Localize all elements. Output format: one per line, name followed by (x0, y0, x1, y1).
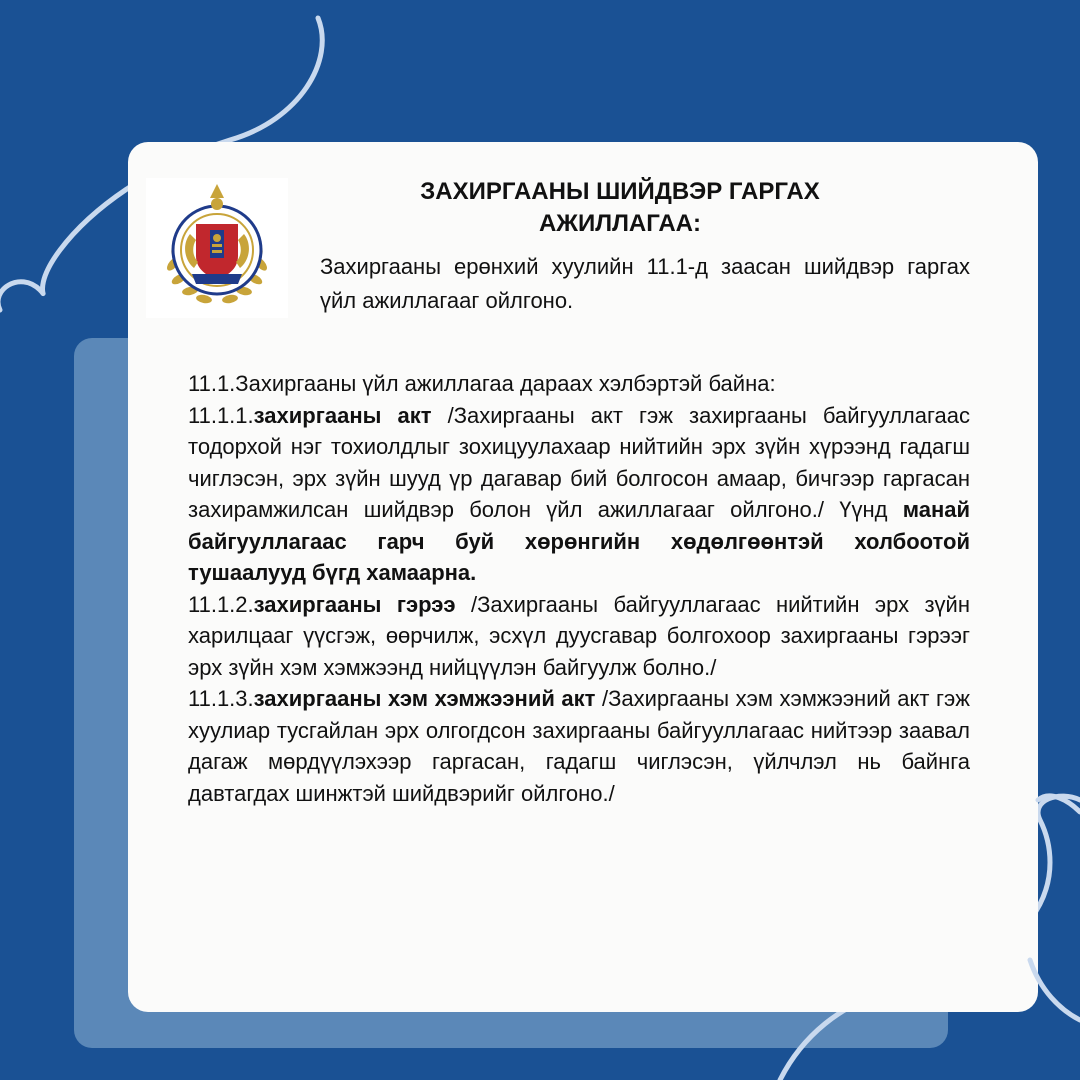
clause-term: захиргааны акт (253, 402, 432, 428)
clause-number: 11.1.2. (188, 591, 254, 617)
page-title (360, 176, 880, 240)
article-body (188, 368, 970, 809)
clause-text: /Захиргааны акт гэж захиргааны байгууллагаас тодорхой нэг тохиолдлыг зохицуулахаар нийтийн эрх зүйн хүрээнд гадагш чиглэсэн, эрх зүйн шууд үр дагавар бий болгосон амаар, бичгээр гаргасан захирамжилсан шийдвэр болон үйл ажиллагааг ойлгоно./ (188, 402, 971, 522)
clause-text: /Захиргааны хэм хэмжээний акт гэж хуулиар тусгайлан эрх олгогдсон захиргааны байгууллагаас нийтээр заавал дагаж мөрдүүлэхээр гаргасан, гадагш чиглэсэн, үйлчлэл нь байнга давтагдах шинжтэй шийдвэрийг ойлгоно./ (188, 686, 970, 806)
paragraph-11-1-2 (188, 589, 970, 684)
title-line-2: АЖИЛЛАГАА: (538, 210, 702, 237)
title-line-1: ЗАХИРГААНЫ ШИЙДВЭР ГАРГАХ (420, 178, 820, 205)
clause-term: захиргааны хэм хэмжээний акт (253, 686, 596, 711)
note-prefix: Үүнд (839, 497, 903, 522)
clause-text: /Захиргааны байгууллагаас нийтийн эрх зүйн харилцааг үүсгэж, өөрчилж, эсхүл дуусгавар болгохоор захиргааны гэрээг эрх зүйн хэм хэмжээнд нийцүүлэн байгуулж болно./ (188, 591, 970, 680)
paragraph-11-1-3 (188, 683, 970, 809)
clause-number: 11.1.1. (188, 402, 254, 428)
paragraph-11-1-1 (188, 400, 970, 589)
intro-text: Захиргааны ерөнхий хуулийн 11.1-д заасан шийдвэр гаргах үйл ажиллагааг ойлгоно. (320, 254, 970, 313)
paragraph-11-1: 11.1.Захиргааны үйл ажиллагаа дараах хэлбэртэй байна: (188, 371, 776, 396)
note-emphasis: манай байгууллагаас гарч буй хөрөнгийн хөдөлгөөнтэй холбоотой тушаалууд бүгд хамаарна. (188, 497, 971, 585)
clause-number: 11.1.3. (188, 686, 254, 711)
clause-term: захиргааны гэрээ (253, 591, 456, 617)
police-emblem-icon (146, 178, 288, 318)
